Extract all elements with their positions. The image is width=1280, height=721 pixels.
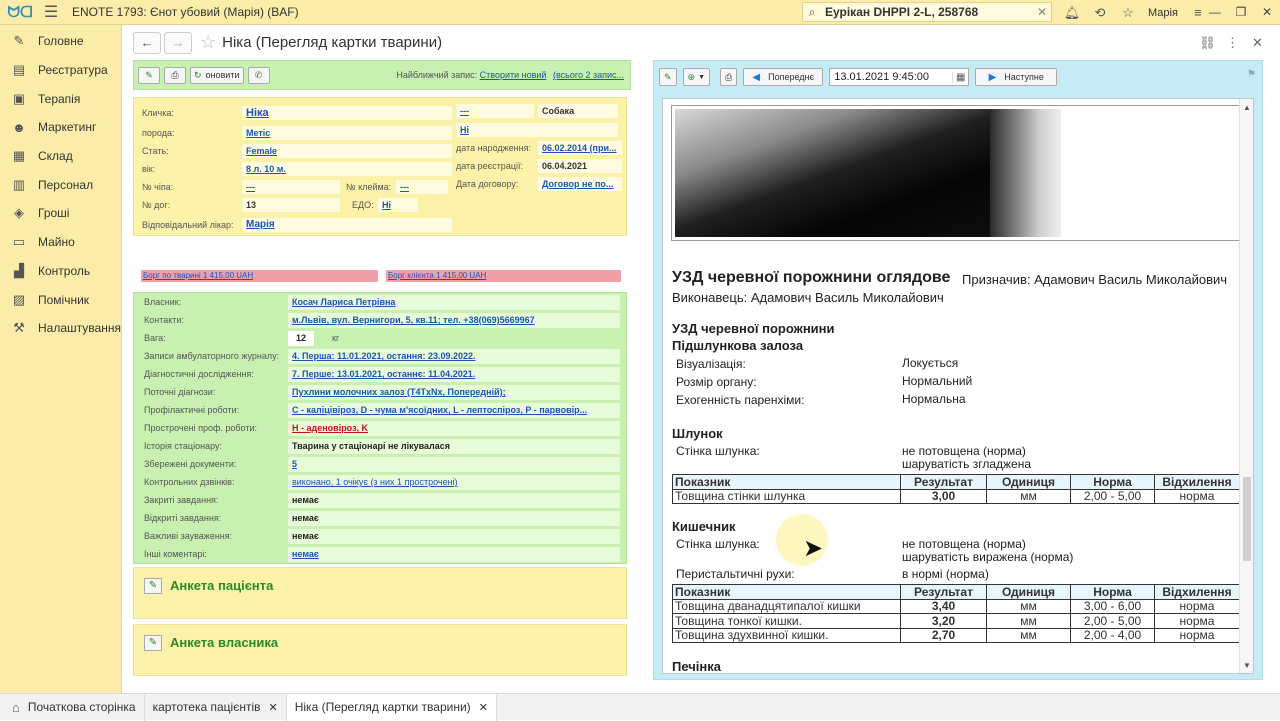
right-ni-value[interactable]: Ні	[456, 123, 618, 137]
pencil-icon: ✎	[145, 69, 153, 80]
staff-icon: ▥	[12, 176, 26, 192]
minimize-icon[interactable]: —	[1209, 5, 1221, 19]
sidebar-item-label: Терапія	[38, 91, 81, 106]
contacts-value[interactable]: м.Львів, вул. Вернигори, 5, кв.11; тел. +38(069)5669967	[288, 313, 620, 328]
notes-value: немає	[288, 529, 620, 544]
edo-label: ЕДО:	[352, 200, 374, 210]
cell-norm: 2,00 - 4,00	[1071, 628, 1155, 643]
open-tasks-value: немає	[288, 511, 620, 526]
diagnostics-value[interactable]: 7. Перше: 13.01.2021, останнє: 11.04.2021.	[288, 367, 620, 382]
tab-label: Початкова сторінка	[27, 700, 136, 714]
therapy-icon: ▣	[12, 90, 26, 106]
cell-norm: 2,00 - 5,00	[1071, 489, 1155, 504]
close-tab-icon[interactable]: ✕	[478, 701, 488, 714]
section-main-title: УЗД черевної порожнини	[672, 321, 835, 336]
journal-label: Записи амбулаторного журналу:	[144, 351, 280, 361]
peristalsis-label: Перистальтичні рухи:	[676, 567, 795, 581]
page-header	[122, 25, 1280, 60]
owner-value[interactable]: Косач Лариса Петрівна	[288, 295, 620, 310]
open-tasks-label: Відкриті завдання:	[144, 513, 222, 523]
cell-result: 3,00	[901, 489, 987, 504]
birth-value[interactable]: 06.02.2014 (при...	[538, 141, 622, 155]
tab-home[interactable]	[0, 694, 145, 721]
edit-owner-survey-button[interactable]: ✎	[144, 635, 162, 651]
sidebar-item-label: Реєстратура	[38, 63, 108, 78]
bell-icon[interactable]: 🔔︎	[1063, 4, 1081, 20]
stomach-wall-value1: не потовщена (норма)	[902, 444, 1026, 458]
col-norm: Норма	[1071, 475, 1155, 490]
home-icon: ✎	[13, 33, 25, 49]
col-deviation: Відхилення	[1155, 475, 1240, 490]
col-norm: Норма	[1071, 585, 1155, 600]
search-input[interactable]: Еурікан DHPPI 2-L, 258768	[821, 5, 1033, 19]
sidebar-item-helper[interactable]	[0, 285, 121, 314]
print-button[interactable]	[164, 67, 186, 84]
menu-icon[interactable]: ☰	[43, 4, 59, 21]
forward-button[interactable]: →	[164, 32, 192, 54]
sidebar-item-settings[interactable]	[0, 314, 121, 343]
sidebar-item-therapy[interactable]	[0, 84, 121, 113]
contacts-label: Контакти:	[144, 315, 184, 325]
sex-label: Стать:	[142, 146, 169, 156]
liver-title: Печінка	[672, 659, 721, 674]
col-result: Результат	[901, 475, 987, 490]
tab-patients[interactable]	[145, 694, 287, 721]
animal-info-block	[133, 97, 627, 236]
cell-unit: мм	[987, 599, 1071, 614]
weight-value[interactable]: 12	[288, 331, 314, 346]
refresh-label: оновити	[205, 70, 240, 80]
top-dash-value[interactable]: ---	[456, 104, 534, 118]
phone-icon: ✆	[254, 69, 263, 80]
stomach-wall-value2: шаруватість згладжена	[902, 457, 1032, 471]
cell-unit: мм	[987, 628, 1071, 643]
flag-icon[interactable]: ⚑	[1247, 69, 1256, 80]
top-icons	[1058, 0, 1212, 25]
pencil-icon: ✎	[664, 71, 672, 82]
settings-menu-icon[interactable]: ≡	[1194, 5, 1202, 20]
report-performer: Виконавець: Адамович Василь Миколайович	[672, 290, 944, 305]
echogenicity-label: Ехогенність паренхіми:	[676, 393, 805, 407]
diagnoses-label: Поточні діагнози:	[144, 387, 216, 397]
owner-label: Власник:	[144, 297, 182, 307]
previous-button[interactable]	[743, 68, 823, 86]
calls-value[interactable]: виконано, 1 очікує (з них 1 прострочені)	[288, 475, 620, 490]
sidebar-item-property[interactable]	[0, 228, 121, 257]
table-row	[673, 489, 1240, 504]
owner-survey-section	[133, 624, 627, 676]
sidebar-item-control[interactable]	[0, 257, 121, 286]
scrollbar-thumb[interactable]	[1243, 477, 1251, 561]
helper-icon: ▨	[12, 291, 26, 307]
brand-value[interactable]: ---	[396, 180, 448, 194]
reg-label: дата реєстрації:	[456, 161, 523, 171]
documents-value[interactable]: 5	[288, 457, 620, 472]
journal-value[interactable]: 4. Перша: 11.01.2021, остання: 23.09.2022.	[288, 349, 620, 364]
peristalsis-value: в нормі (норма)	[902, 567, 989, 581]
edit-patient-survey-button[interactable]: ✎	[144, 578, 162, 594]
refresh-icon: ↻	[194, 69, 202, 80]
printer-icon: ⎙	[725, 71, 733, 82]
age-value[interactable]: 8 л. 10 м.	[242, 162, 452, 176]
stomach-title: Шлунок	[672, 426, 723, 441]
printer-icon: ⎙	[171, 69, 179, 80]
mouse-cursor-icon: ➤	[803, 535, 824, 562]
chip-label: № чіпа:	[142, 182, 174, 192]
col-result: Результат	[901, 585, 987, 600]
registry-icon: ▤	[12, 62, 26, 78]
ultrasound-image-frame	[671, 105, 1241, 241]
organ-size-label: Розмір органу:	[676, 375, 757, 389]
property-icon: ▭	[12, 234, 26, 250]
chevron-down-icon: ▼	[698, 73, 706, 81]
sex-value[interactable]: Female	[242, 144, 452, 158]
edit-button[interactable]	[138, 67, 160, 84]
scroll-down-icon[interactable]: ▼	[1243, 661, 1251, 670]
organ-size-value: Нормальний	[902, 374, 973, 388]
history-icon[interactable]: ⟲	[1094, 4, 1106, 20]
calls-label: Контрольних дзвінків:	[144, 477, 235, 487]
weight-label: Вага:	[144, 333, 166, 343]
nearest-record-label: Найближчий запис:	[396, 70, 478, 80]
intestine-wall-label: Стінка шлунка:	[676, 537, 760, 551]
animal-name-value[interactable]: Ніка	[242, 106, 452, 120]
closed-tasks-value: немає	[288, 493, 620, 508]
datetime-field[interactable]	[829, 68, 969, 86]
prevention-value[interactable]: C - каліцівіроз, D - чума м'ясоїдних, L - лептоспіроз, P - парвовір...	[288, 403, 620, 418]
previous-label: Попереднє	[768, 72, 815, 82]
sidebar-item-label: Майно	[38, 235, 75, 250]
refresh-button[interactable]	[190, 67, 244, 84]
species-value: Собака	[538, 104, 618, 118]
datetime-value: 13.01.2021 9:45:00	[834, 71, 930, 83]
cell-indicator: Товщина тонкої кишки.	[673, 614, 901, 629]
table-row	[673, 614, 1240, 629]
sidebar-item-registry[interactable]	[0, 56, 121, 85]
create-new-link[interactable]: Створити новий	[479, 70, 547, 80]
sidebar-item-label: Маркетинг	[38, 120, 97, 135]
cell-norm: 2,00 - 5,00	[1071, 614, 1155, 629]
intestine-wall-value1: не потовщена (норма)	[902, 537, 1026, 551]
doctor-value[interactable]: Марія	[242, 218, 452, 232]
window-controls	[1202, 0, 1280, 25]
cell-result: 3,40	[901, 599, 987, 614]
contract-no-value: 13	[242, 198, 340, 212]
sidebar-item-label: Головне	[38, 34, 84, 49]
diagnoses-value[interactable]: Пухлини молочних залоз (T4TxNx, Попередній);	[288, 385, 620, 400]
report-document	[662, 98, 1254, 674]
home-icon: ⌂	[12, 699, 20, 715]
wrench-icon: ⚒	[13, 320, 25, 336]
col-indicator: Показник	[673, 475, 901, 490]
notes-label: Важливі зауваження:	[144, 531, 233, 541]
debt-row	[141, 270, 621, 282]
animal-debt-link[interactable]: Борг по тварині 1 415,00 UAH	[141, 270, 378, 282]
cell-indicator: Товщина здухвинної кишки.	[673, 628, 901, 643]
clear-icon[interactable]: ✕	[1036, 5, 1048, 19]
cell-unit: мм	[987, 614, 1071, 629]
name-label: Кличка:	[142, 108, 174, 118]
table-header-row	[673, 475, 1240, 490]
header-actions	[1195, 25, 1270, 60]
weight-unit: кг	[332, 333, 340, 343]
app-logo: ᗢᗡ	[7, 3, 33, 21]
sidebar-item-label: Персонал	[38, 177, 94, 192]
marketing-icon: ☻	[12, 119, 26, 135]
chip-value[interactable]: ---	[242, 180, 340, 194]
contract-date-value[interactable]: Договор не по...	[538, 177, 622, 191]
control-icon: ▟	[14, 262, 24, 278]
pancreas-title: Підшлункова залоза	[672, 338, 804, 353]
table-row	[673, 599, 1240, 614]
sidebar-item-label: Налаштування	[38, 321, 121, 336]
report-scrollbar[interactable]	[1239, 99, 1253, 674]
visualization-label: Візуалізація:	[676, 357, 746, 371]
visualization-value: Локується	[902, 356, 959, 370]
stomach-wall-label: Стінка шлунка:	[676, 444, 760, 458]
breed-label: порода:	[142, 128, 175, 138]
patient-survey-title: Анкета пацієнта	[170, 578, 274, 593]
next-label: Наступне	[1004, 72, 1044, 82]
cell-result: 2,70	[901, 628, 987, 643]
client-debt-link[interactable]: Борг клієнта 1 415,00 UAH	[386, 270, 621, 282]
more-icon[interactable]: ⋮	[1226, 34, 1239, 50]
calendar-icon[interactable]: ▦	[952, 72, 968, 83]
phone-button[interactable]	[248, 67, 270, 84]
arrow-left-icon: ◀	[752, 71, 761, 83]
nearest-record	[396, 70, 624, 80]
sidebar	[0, 25, 122, 693]
cell-norm: 3,00 - 6,00	[1071, 599, 1155, 614]
owner-survey-title: Анкета власника	[170, 635, 279, 650]
birth-label: дата народження:	[456, 143, 531, 153]
edo-value[interactable]: Ні	[378, 198, 418, 212]
owner-info-block	[133, 292, 627, 564]
arrow-right-icon: ▶	[988, 71, 997, 83]
cell-deviation: норма	[1155, 489, 1240, 504]
all-records-link[interactable]: (всього 2 запис...	[552, 70, 624, 80]
report-assigned: Призначив: Адамович Василь Миколайович	[962, 272, 1228, 287]
top-bar	[0, 0, 1280, 25]
cell-unit: мм	[987, 489, 1071, 504]
hospital-label: Історія стаціонару:	[144, 441, 222, 451]
favorite-star-icon[interactable]: ☆	[200, 32, 217, 52]
money-icon: ◈	[14, 205, 24, 221]
brand-label: № клейма:	[346, 182, 392, 192]
plus-icon: ⊕	[687, 71, 696, 82]
cell-indicator: Товщина дванадцятипалої кишки	[673, 599, 901, 614]
sidebar-item-home[interactable]	[0, 27, 121, 56]
intestine-results-table	[672, 584, 1240, 643]
ultrasound-image-edge	[990, 109, 1061, 237]
patient-survey-section	[133, 567, 627, 619]
maximize-icon[interactable]: ❐	[1235, 5, 1247, 19]
sidebar-item-label: Склад	[38, 149, 73, 164]
diagnostics-label: Діагностичні дослідження:	[144, 369, 254, 379]
cell-result: 3,20	[901, 614, 987, 629]
star-icon[interactable]: ☆	[1122, 4, 1134, 20]
close-tab-icon[interactable]: ✕	[268, 701, 278, 714]
col-unit: Одиниця	[987, 585, 1071, 600]
sidebar-item-money[interactable]	[0, 199, 121, 228]
tab-label: картотека пацієнтів	[152, 700, 261, 714]
intestine-title: Кишечник	[672, 519, 736, 534]
hospital-value: Тварина у стаціонарі не лікувалася	[288, 439, 620, 454]
col-indicator: Показник	[673, 585, 901, 600]
comments-label: Інші коментарі:	[144, 549, 207, 559]
sidebar-item-staff[interactable]	[0, 170, 121, 199]
app-title: ENOTE 1793: Єнот убовий (Марія) (BAF)	[72, 5, 299, 19]
bottom-tab-bar	[0, 693, 1280, 720]
left-toolbar	[133, 60, 631, 90]
table-header-row	[673, 585, 1240, 600]
stomach-results-table	[672, 474, 1240, 504]
add-button[interactable]	[683, 68, 710, 86]
cell-indicator: Товщина стінки шлунка	[673, 489, 901, 504]
contract-date-label: Дата договору:	[456, 179, 519, 189]
age-label: вік:	[142, 164, 156, 174]
col-deviation: Відхилення	[1155, 585, 1240, 600]
cell-deviation: норма	[1155, 628, 1240, 643]
sidebar-item-label: Контроль	[38, 263, 91, 278]
cell-deviation: норма	[1155, 614, 1240, 629]
col-unit: Одиниця	[987, 475, 1071, 490]
link-icon[interactable]: ⛓︎	[1199, 34, 1216, 50]
comments-value[interactable]: немає	[288, 547, 620, 562]
overdue-value[interactable]: H - аденовіроз, K	[288, 421, 620, 436]
intestine-wall-value2: шаруватість виражена (норма)	[902, 550, 1074, 564]
cell-deviation: норма	[1155, 599, 1240, 614]
close-window-icon[interactable]: ✕	[1261, 5, 1273, 19]
edit-report-button[interactable]	[659, 68, 677, 86]
report-title: УЗД черевної порожнини оглядове	[672, 269, 951, 286]
page-title: Ніка (Перегляд картки тварини)	[222, 34, 443, 51]
next-button[interactable]	[975, 68, 1057, 86]
sidebar-item-label: Помічник	[38, 292, 90, 307]
sidebar-item-marketing[interactable]	[0, 113, 121, 142]
documents-label: Збережені документи:	[144, 459, 237, 469]
sidebar-item-label: Гроші	[38, 206, 70, 221]
overdue-label: Прострочені проф. роботи:	[144, 423, 257, 433]
right-toolbar	[654, 66, 1262, 88]
sidebar-item-warehouse[interactable]	[0, 142, 121, 171]
contract-no-label: № дог:	[142, 200, 171, 210]
prevention-label: Профілактичні роботи:	[144, 405, 240, 415]
user-name[interactable]: Марія	[1148, 6, 1178, 19]
back-button[interactable]: ←	[133, 32, 161, 54]
doctor-label: Відповідальний лікар:	[142, 220, 234, 230]
print-report-button[interactable]	[720, 68, 737, 86]
global-search[interactable]	[802, 2, 1052, 22]
scroll-up-icon[interactable]: ▲	[1243, 103, 1251, 112]
echogenicity-value: Нормальна	[902, 392, 966, 406]
search-icon: ⌕	[808, 4, 816, 19]
warehouse-icon: ▦	[12, 148, 26, 164]
animal-card-form	[133, 60, 631, 680]
closed-tasks-label: Закриті завдання:	[144, 495, 219, 505]
tab-label: Ніка (Перегляд картки тварини)	[294, 700, 471, 714]
diagnostic-pane	[653, 60, 1263, 680]
tab-animal-card[interactable]	[287, 694, 497, 721]
close-icon[interactable]: ✕	[1252, 34, 1263, 50]
breed-value[interactable]: Метіс	[242, 126, 452, 140]
table-row	[673, 628, 1240, 643]
reg-value: 06.04.2021	[538, 159, 622, 173]
